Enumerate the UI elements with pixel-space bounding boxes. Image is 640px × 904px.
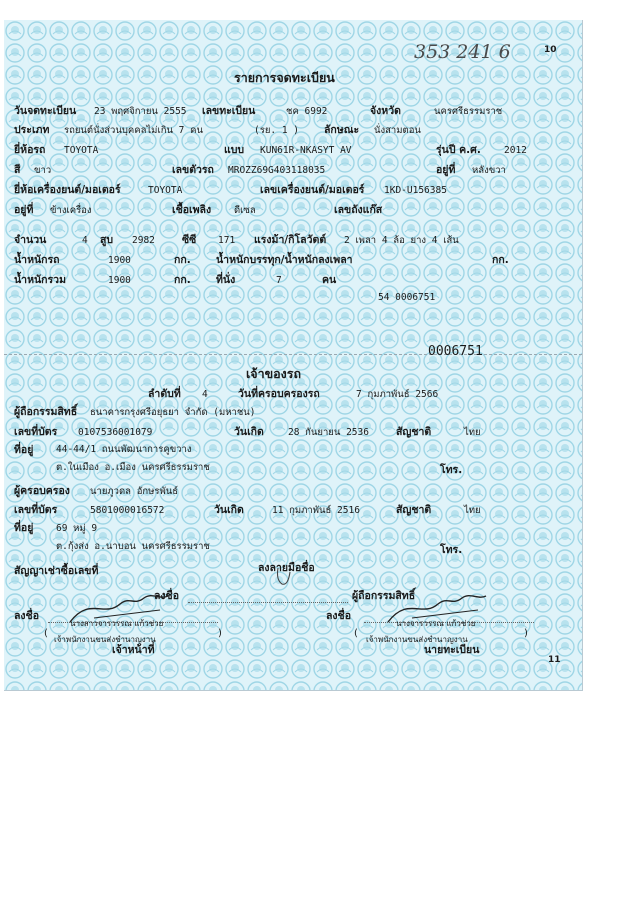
engine-brand-label: ยี่ห้อเครื่องยนต์/มอเตอร์	[14, 184, 121, 196]
owner-label: ผู้ถือกรรมสิทธิ์	[14, 406, 78, 418]
brand-value: TOYOTA	[64, 145, 99, 156]
engine-location-value: ข้างเครื่อง	[50, 205, 92, 216]
possessor-birth-label: วันเกิด	[214, 504, 244, 516]
load-weight-unit: กก.	[492, 254, 509, 266]
engine-brand-value: TOYOTA	[148, 185, 183, 196]
possessor-address-label: ที่อยู่	[14, 522, 34, 534]
engine-location-label: อยู่ที่	[14, 204, 34, 216]
reference-code: 54 0006751	[378, 292, 436, 303]
model-label: แบบ	[224, 144, 245, 156]
character-label: ลักษณะ	[324, 124, 360, 136]
horsepower-value: 171	[218, 235, 236, 246]
possession-date-label: วันที่ครอบครองรถ	[238, 388, 320, 400]
owner-address-label: ที่อยู่	[14, 444, 34, 456]
possessor-nation-value: ไทย	[464, 505, 481, 516]
order-label: ลำดับที่	[148, 388, 181, 400]
color-label: สี	[14, 164, 21, 176]
owner-nation-label: สัญชาติ	[396, 426, 432, 438]
registration-date-label: วันจดทะเบียน	[14, 105, 77, 117]
registration-number-label: เลขทะเบียน	[202, 105, 256, 117]
vehicle-code-value: (รย. 1 )	[254, 125, 299, 136]
chassis-location-label: อยู่ที่	[436, 164, 456, 176]
horsepower-label: แรงม้า/กิโลวัตต์	[254, 234, 327, 246]
chassis-value: MROZZ69G403118035	[228, 165, 326, 176]
left-caption: เจ้าหน้าที่	[112, 644, 155, 656]
registration-document-page	[4, 20, 583, 691]
model-value: KUN61R-NKASYT AV	[260, 145, 352, 156]
seats-unit: คน	[322, 274, 337, 286]
perforation-line	[4, 354, 582, 355]
gross-weight-unit: กก.	[174, 274, 191, 286]
owner-address-line1: 44-44/1 ถนนพัฒนาการคูขวาง	[56, 444, 192, 455]
left-close-paren: )	[218, 628, 222, 639]
owner-tel-label: โทร.	[440, 464, 463, 476]
owner-birth-label: วันเกิด	[234, 426, 264, 438]
possessor-tel-label: โทร.	[440, 544, 463, 556]
document-title: รายการจดทะเบียน	[234, 70, 335, 85]
owner-address-line2: ต.ในเมือง อ.เมือง นครศรีธรรมราช	[56, 462, 210, 473]
page-number-top: 10	[544, 45, 557, 55]
count-value: 4	[82, 235, 88, 246]
chassis-label: เลขตัวรถ	[172, 164, 214, 176]
color-value: ขาว	[34, 165, 52, 176]
model-year-label: รุ่นปี ค.ศ.	[436, 144, 481, 156]
owner-id-label: เลขที่บัตร	[14, 426, 58, 438]
registration-number-value: ชค 6992	[286, 106, 328, 117]
left-signer-role: เจ้าพนักงานขนส่งชำนาญงาน	[54, 635, 156, 644]
owner-value: ธนาคารกรุงศรีอยุธยา จำกัด (มหาชน)	[90, 407, 256, 418]
chassis-location-value: หลังขวา	[472, 165, 506, 176]
province-value: นครศรีธรรมราช	[434, 106, 503, 117]
possessor-id-label: เลขที่บัตร	[14, 504, 58, 516]
perforation-code: 0006751	[428, 344, 483, 359]
right-open-paren: (	[354, 628, 358, 639]
owner-sign-prefix: ลงชื่อ	[154, 590, 179, 602]
character-value: นั่งสามตอน	[374, 125, 421, 136]
model-year-value: 2012	[504, 145, 527, 156]
cc-value: 2982	[132, 235, 155, 246]
possessor-address-line1: 69 หมู่ 9	[56, 523, 98, 534]
possession-date-value: 7 กุมภาพันธ์ 2566	[356, 389, 439, 400]
possessor-address-line2: ต.กุ้งส่ง อ.นาบอน นครศรีธรรมราช	[56, 541, 210, 552]
fuel-label: เชื้อเพลิง	[172, 204, 212, 216]
owner-nation-value: ไทย	[464, 427, 481, 438]
hire-purchase-label: สัญญาเช่าซื้อเลขที่	[14, 565, 99, 577]
vehicle-weight-unit: กก.	[174, 254, 191, 266]
right-signer-name: นางจารวรรณ แก้วช่วย	[396, 619, 476, 628]
owner-sign-caption: ผู้ถือกรรมสิทธิ์	[352, 590, 416, 602]
vehicle-type-value: รถยนต์นั่งส่วนบุคคลไม่เกิน 7 คน	[64, 125, 203, 136]
right-close-paren: )	[524, 628, 528, 639]
gross-weight-label: น้ำหนักรวม	[14, 274, 66, 286]
right-caption: นายทะเบียน	[424, 644, 480, 656]
possessor-label: ผู้ครอบครอง	[14, 485, 70, 497]
engine-number-label: เลขเครื่องยนต์/มอเตอร์	[260, 184, 365, 196]
load-weight-label: น้ำหนักบรรทุก/น้ำหนักลงเพลา	[216, 254, 353, 266]
count-label: จำนวน	[14, 234, 47, 246]
owner-birth-value: 28 กันยายน 2536	[288, 427, 369, 438]
signature-label: ลงลายมือชื่อ	[258, 562, 315, 574]
engine-number-value: 1KD-U156385	[384, 185, 447, 196]
gross-weight-value: 1900	[108, 275, 131, 286]
vehicle-weight-value: 1900	[108, 255, 131, 266]
right-sign-prefix: ลงชื่อ	[326, 610, 351, 622]
owner-signature-line	[188, 602, 348, 603]
vehicle-weight-label: น้ำหนักรถ	[14, 254, 60, 266]
possessor-value: นายภูวดล อักษรพันธ์	[90, 486, 179, 497]
cc-label: ซีซี	[182, 234, 197, 246]
registration-date-value: 23 พฤศจิกายน 2555	[94, 106, 187, 117]
fuel-value: ดีเซล	[234, 205, 256, 216]
gas-tank-label: เลขถังแก๊ส	[334, 204, 383, 216]
handwritten-number: 353 241 6	[414, 41, 511, 63]
right-signer-role: เจ้าพนักงานขนส่งชำนาญงาน	[366, 635, 468, 644]
left-sign-prefix: ลงชื่อ	[14, 610, 39, 622]
seats-label: ที่นั่ง	[216, 274, 236, 286]
seats-value: 7	[276, 275, 282, 286]
order-value: 4	[202, 389, 208, 400]
left-open-paren: (	[44, 628, 48, 639]
left-signer-name: นางสาวจารวรรณ แก้วช่วย	[70, 619, 164, 628]
possessor-nation-label: สัญชาติ	[396, 504, 432, 516]
province-label: จังหวัด	[370, 105, 401, 117]
brand-label: ยี่ห้อรถ	[14, 144, 46, 156]
owner-section-title: เจ้าของรถ	[246, 366, 302, 381]
axle-wheel-tire-value: 2 เพลา 4 ล้อ ยาง 4 เส้น	[344, 235, 459, 246]
vehicle-type-label: ประเภท	[14, 124, 50, 136]
possessor-id-value: 5801000016572	[90, 505, 165, 516]
page-number-bottom: 11	[548, 655, 561, 665]
handwritten-mark	[274, 566, 298, 588]
owner-id-value: 0107536001079	[78, 427, 153, 438]
possessor-birth-value: 11 กุมภาพันธ์ 2516	[272, 505, 360, 516]
cylinder-label: สูบ	[100, 234, 114, 246]
